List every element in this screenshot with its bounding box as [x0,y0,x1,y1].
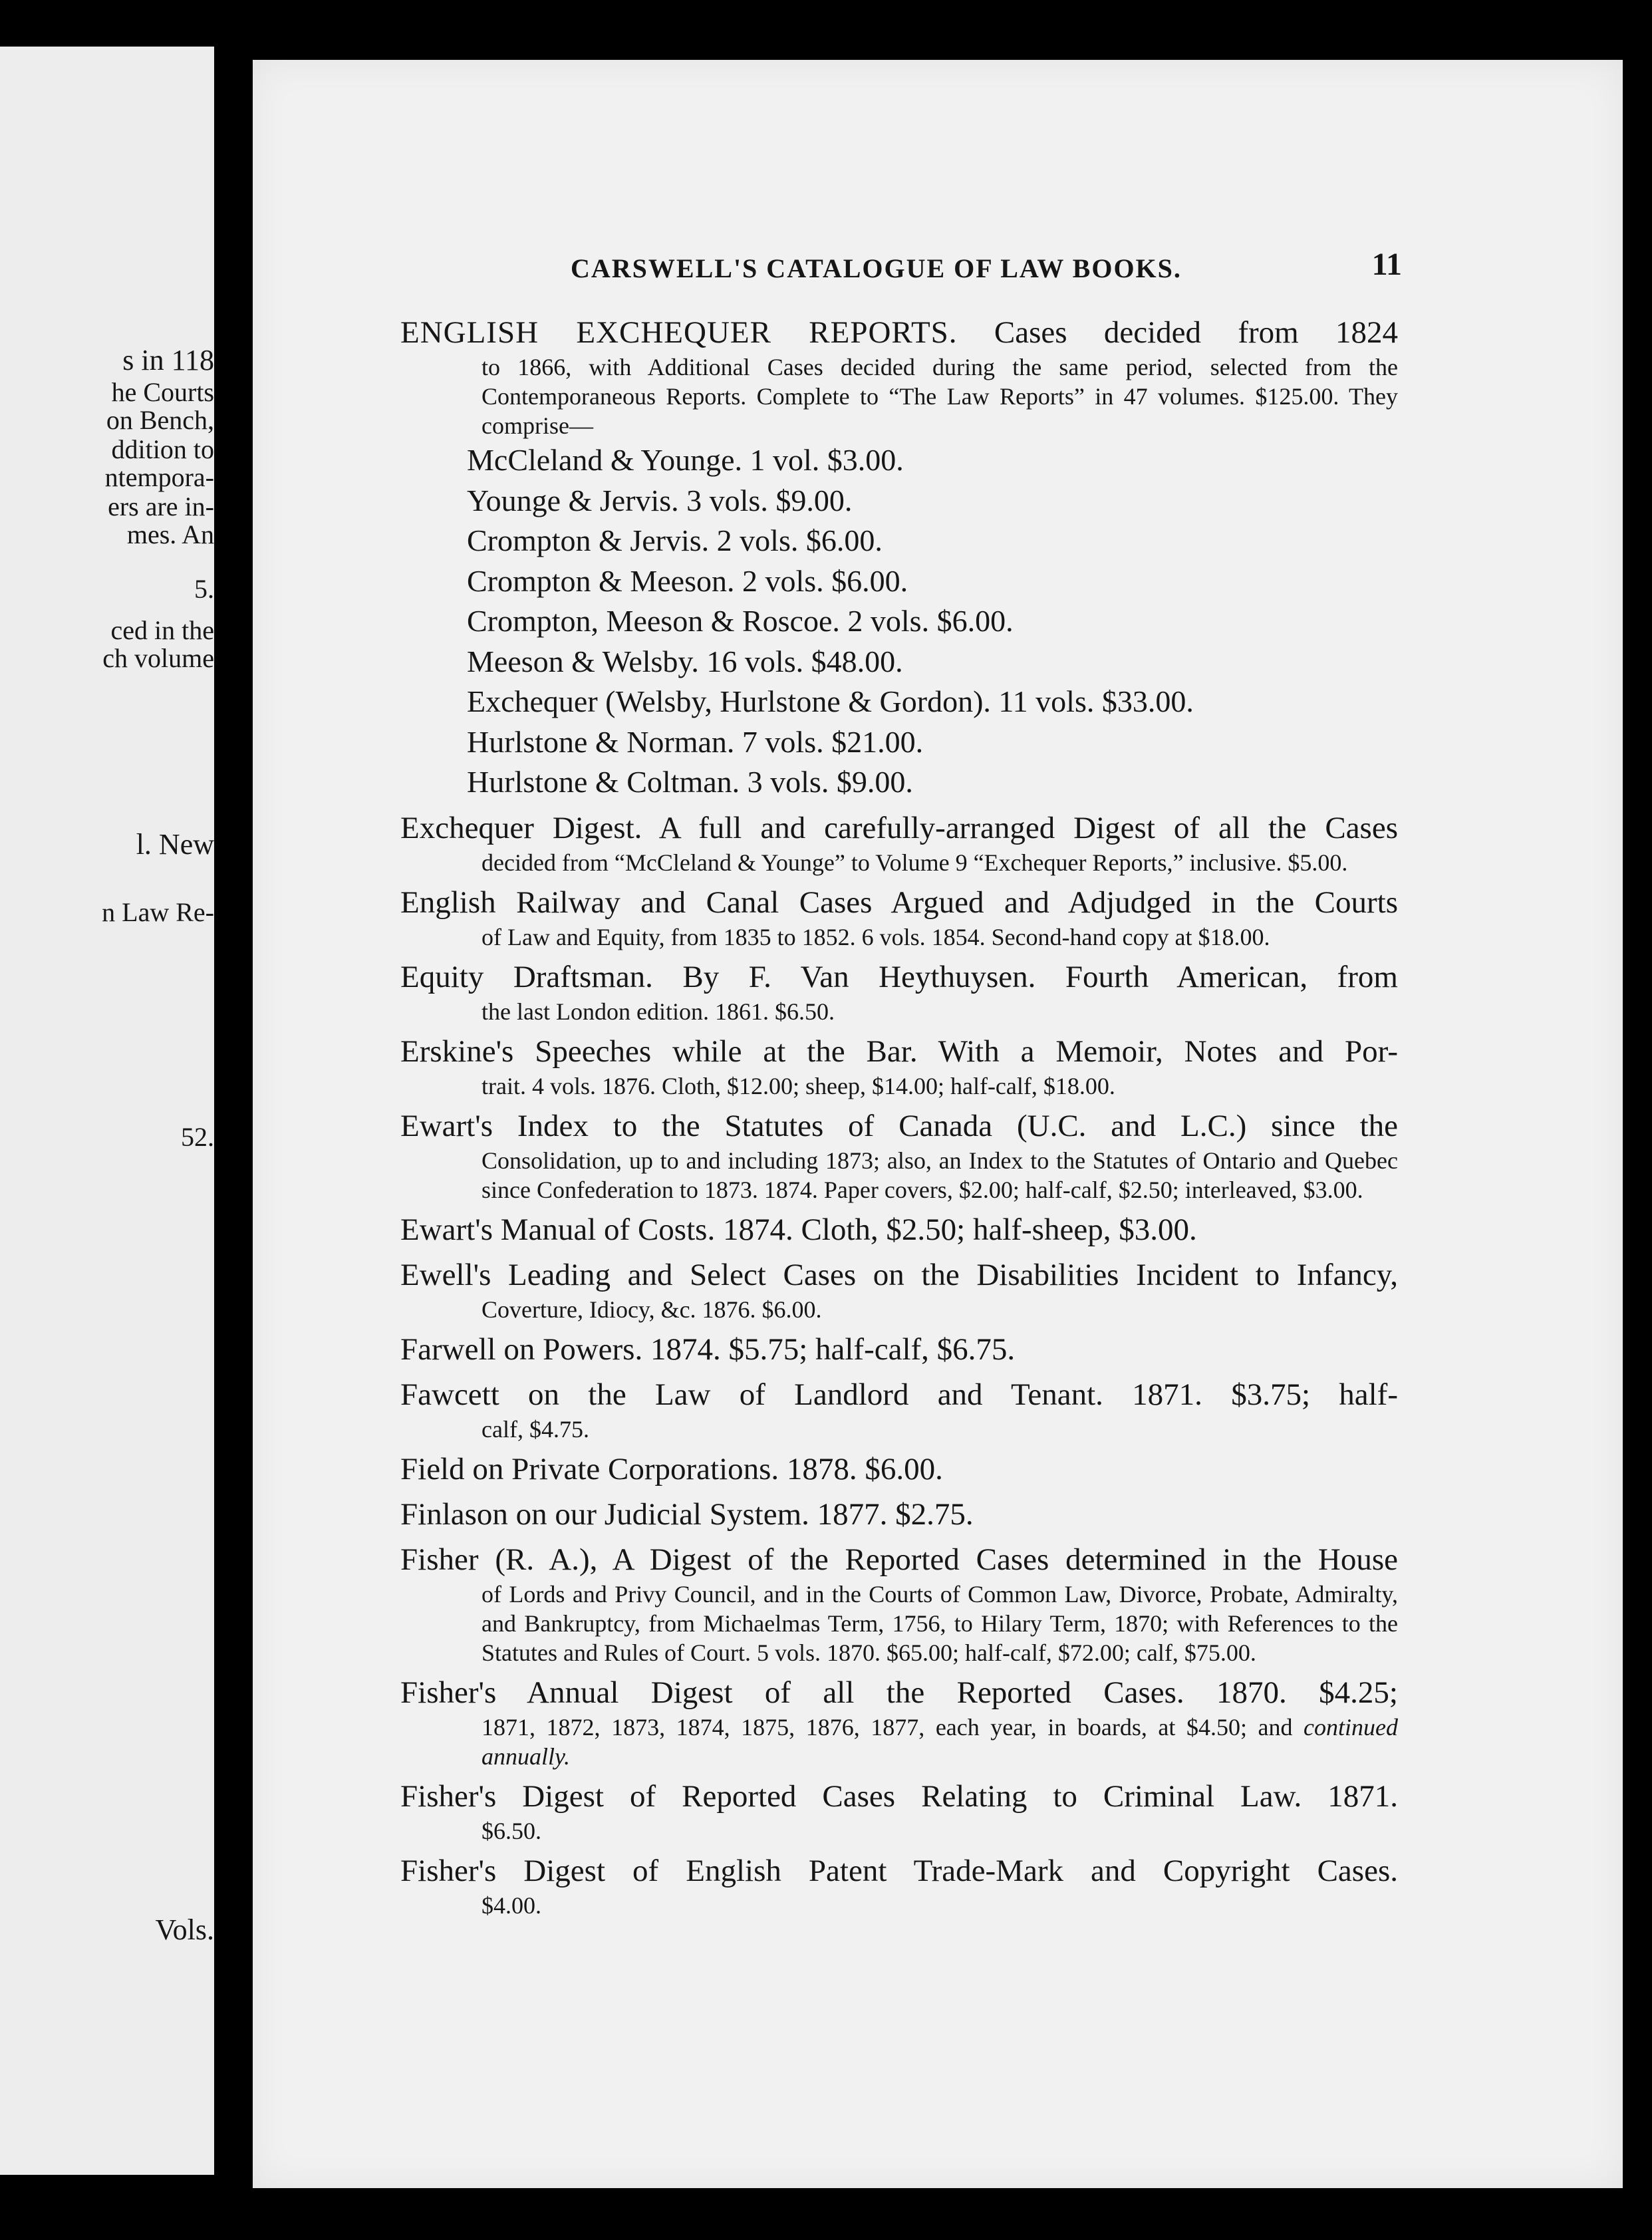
entry-lead [400,313,1398,352]
entry-detail [482,1713,1398,1771]
catalogue-entry [400,1032,1398,1101]
facing-page-fragment: l. New [136,828,214,861]
sub-item: Meeson & Welsby. 16 vols. $48.00. [467,644,903,678]
facing-page-fragment: n Law Re- [102,897,214,927]
entry-detail [482,1415,1398,1444]
catalogue-entry [400,1210,1398,1250]
catalogue-entry [400,1106,1398,1204]
entry-detail-text: Coverture, Idiocy, &c. 1876. $6.00. [482,1296,822,1323]
facing-page-fragment: ch volume [102,643,214,673]
sub-item: Exchequer (Welsby, Hurlstone & Gordon). 11 vols. $33.00. [467,684,1194,718]
entry-detail [482,922,1398,952]
entry-lead: Field on Private Corporations. 1878. $6.00. [400,1451,943,1486]
entry-detail-text: trait. 4 vols. 1876. Cloth, $12.00; sheep, $14.00; half-calf, $18.00. [482,1072,1115,1099]
facing-page-fragment: s in 118 [122,344,214,376]
catalogue-entry [400,1851,1398,1920]
catalogue-entries [400,313,1398,1925]
facing-page-fragment: ers are in- [108,491,214,521]
entry-lead: English Railway and Canal Cases Argued and Adjudged in the Courts [400,885,1398,920]
entry-lead: Ewart's Manual of Costs. 1874. Cloth, $2.50; half-sheep, $3.00. [400,1212,1197,1247]
facing-page-edge [0,47,214,2175]
sub-item: Hurlstone & Coltman. 3 vols. $9.00. [467,765,913,799]
catalogue-entry [400,808,1398,877]
entry-detail-text: the last London edition. 1861. $6.50. [482,998,835,1025]
entry-lead: Fisher's Annual Digest of all the Reported Cases. 1870. $4.25; [400,1675,1398,1710]
catalogue-entry [400,1375,1398,1444]
entry-lead: Equity Draftsman. By F. Van Heythuysen. Fourth American, from [400,959,1398,994]
catalogue-entry [400,1673,1398,1771]
entry-detail-italic: continued annually. [482,1713,1398,1770]
entry-lead-rest: Cases decided from 1824 [994,315,1398,350]
entry-detail-text: of Law and Equity, from 1835 to 1852. 6 vols. 1854. Second-hand copy at $18.00. [482,923,1270,950]
entry-detail-text: 1871, 1872, 1873, 1874, 1875, 1876, 1877, each year, in boards, at $4.50; and [482,1713,1293,1741]
entry-detail [482,1146,1398,1204]
entry-detail-text: $6.50. [482,1817,541,1844]
entry-lead: Fisher (R. A.), A Digest of the Reported Cases determined in the House [400,1542,1398,1577]
entry-list [400,808,1398,1920]
entry-detail-text: calf, $4.75. [482,1415,589,1443]
facing-page-fragment: ced in the [110,615,214,645]
facing-page-fragment: 52. [181,1122,214,1152]
sub-item: Younge & Jervis. 3 vols. $9.00. [467,483,853,517]
entry-lead: Fawcett on the Law of Landlord and Tenant. 1871. $3.75; half- [400,1377,1398,1412]
sub-item: Crompton, Meeson & Roscoe. 2 vols. $6.00. [467,604,1014,638]
entry-detail-text: of Lords and Privy Council, and in the Courts of Common Law, Divorce, Probate, Admiralty, and Bankruptcy, from Michaelmas Term, 1756, to Hilary Term, 1870; with References to the Statutes and Rules of Court. 5 vols. 1870. $65.00; half-calf, $72.00; calf, $75.00. [482,1580,1398,1666]
entry-lead: Finlason on our Judicial System. 1877. $2.75. [400,1496,974,1532]
entry-detail [482,1580,1398,1667]
entry-detail-text: $4.00. [482,1891,541,1919]
facing-page-fragment: Vols. [155,1913,214,1946]
entry-lead: Exchequer Digest. A full and carefully-arranged Digest of all the Cases [400,810,1398,845]
catalogue-entry [400,1449,1398,1489]
entry-exchequer-reports [400,313,1398,803]
sub-item: McCleland & Younge. 1 vol. $3.00. [467,443,904,477]
entry-detail [482,1816,1398,1846]
facing-page-fragment: mes. An [126,519,214,549]
entry-title: ENGLISH EXCHEQUER REPORTS. [400,315,958,350]
catalogue-entry [400,1540,1398,1667]
catalogue-entry [400,957,1398,1026]
page-number: 11 [1371,247,1402,282]
catalogue-entry [400,1255,1398,1324]
sub-item-list [400,440,1398,803]
catalogue-entry [400,1776,1398,1846]
entry-detail [482,997,1398,1026]
catalogue-entry [400,1330,1398,1369]
catalogue-entry [400,883,1398,952]
entry-lead: Fisher's Digest of Reported Cases Relating to Criminal Law. 1871. [400,1778,1398,1814]
facing-page-fragment: ddition to [111,434,214,464]
catalogue-entry [400,1494,1398,1534]
entry-lead: Ewell's Leading and Select Cases on the Disabilities Incident to Infancy, [400,1257,1398,1292]
sub-item: Hurlstone & Norman. 7 vols. $21.00. [467,724,924,759]
facing-page-fragment: 5. [194,574,214,604]
page-header [318,193,1409,286]
entry-lead: Erskine's Speeches while at the Bar. With a Memoir, Notes and Por- [400,1034,1398,1069]
sub-item: Crompton & Jervis. 2 vols. $6.00. [467,523,883,557]
facing-page-fragment: ntempora- [104,462,214,492]
entry-detail [482,1295,1398,1324]
running-title: CARSWELL'S CATALOGUE OF LAW BOOKS. [571,253,1182,283]
entry-detail-text: Consolidation, up to and including 1873; also, an Index to the Statutes of Ontario and Quebec since Confederation to 1873. 1874. Paper covers, $2.00; half-calf, $2.50; interleaved, $3.00. [482,1147,1398,1203]
entry-detail-text: decided from “McCleland & Younge” to Volume 9 “Exchequer Reports,” inclusive. $5.00. [482,849,1348,876]
facing-page-fragment: on Bench, [106,405,214,435]
facing-page-fragment: he Courts [111,377,214,407]
entry-detail: to 1866, with Additional Cases decided during the same period, selected from the Contemporaneous Reports. Complete to “The Law Reports” in 47 volumes. $125.00. They comprise— [482,354,1398,439]
entry-lead: Farwell on Powers. 1874. $5.75; half-calf, $6.75. [400,1331,1016,1367]
entry-detail [482,1071,1398,1101]
entry-lead: Ewart's Index to the Statutes of Canada (U.C. and L.C.) since the [400,1108,1398,1143]
entry-detail [482,848,1398,877]
entry-detail [482,1891,1398,1920]
entry-lead: Fisher's Digest of English Patent Trade-Mark and Copyright Cases. [400,1853,1398,1888]
sub-item: Crompton & Meeson. 2 vols. $6.00. [467,563,908,598]
